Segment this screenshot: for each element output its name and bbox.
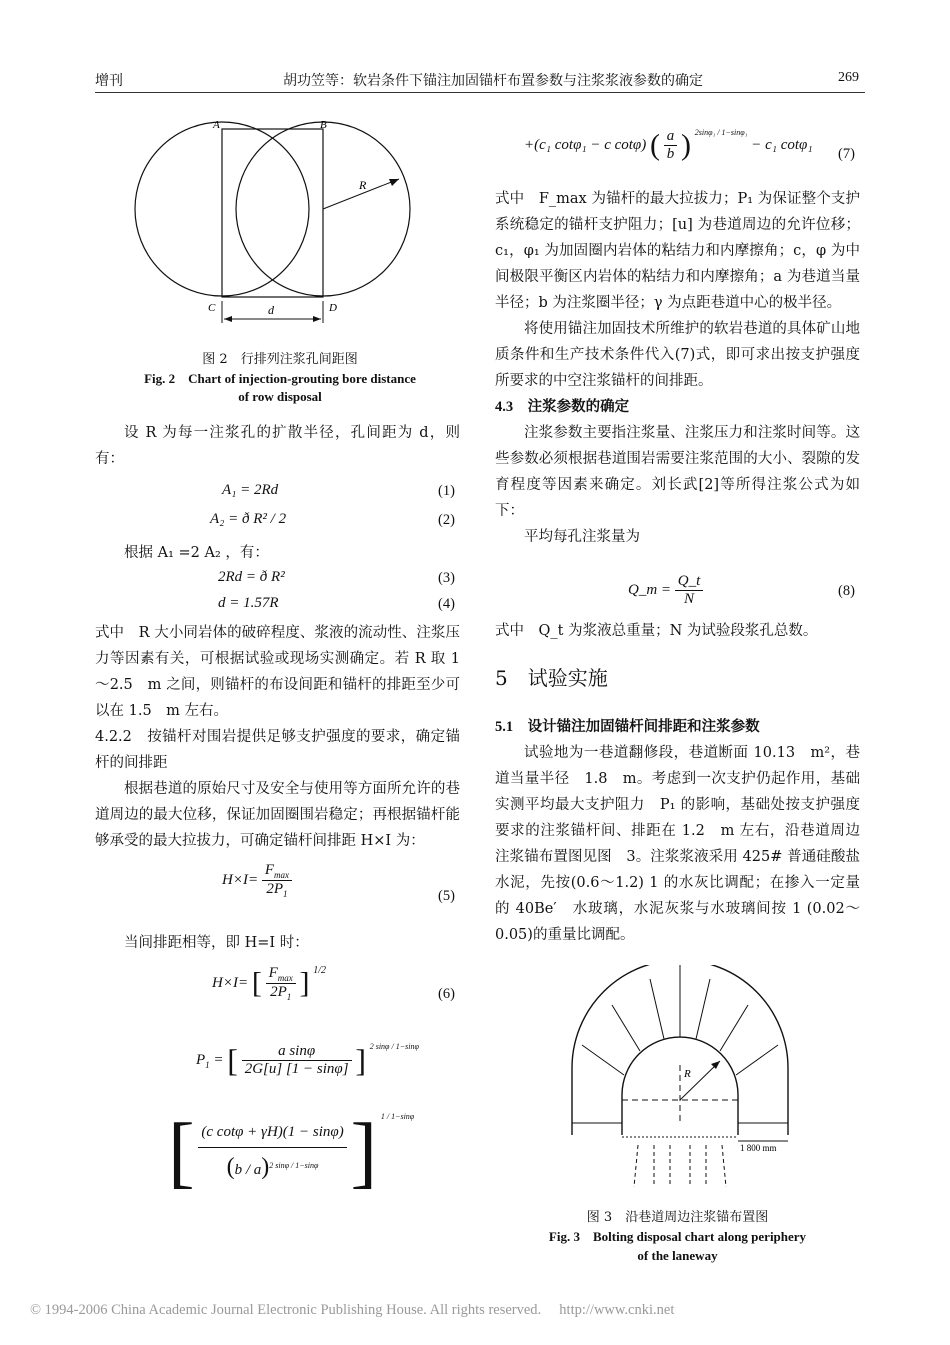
figure-3-caption-cn: 图 3 沿巷道周边注浆锚布置图 (586, 1210, 769, 1225)
equation-7-part-c: +(c₁ cotφ₁ − c cotφ) ( $\frac{a}{b}$ ) $^{2sin\varphi_1 / 1-sin\varphi_1}$ − c₁ cotφ₁ (524, 128, 813, 162)
paragraph-eq7-symbols: 式中 F_max 为锚杆的最大拉拔力；P₁ 为保证整个支护系统稳定的锚杆支护阻力；[u] 为巷道周边的允许位移；c₁，φ₁ 为加固圈内岩体的粘结力和内摩擦角；c，φ 为中间极限平衡区内岩体的粘结力和内摩擦角；a 为巷道当量半径；b 为注浆圈半径；γ 为点距巷道中心的极半径。 (495, 191, 860, 311)
equation-4-number: (4) (438, 596, 455, 612)
figure-3-caption-en-2: of the laneway (637, 1248, 718, 1263)
figure-3-caption-en-1: Fig. 3 Bolting disposal chart along periphery (548, 1229, 807, 1244)
equation-3-number: (3) (438, 570, 455, 586)
paragraph-equal-spacing: 当间排距相等，即 H=I 时： (124, 935, 309, 951)
equation-7-number: (7) (838, 146, 855, 162)
radius-label: R (684, 1068, 691, 1080)
paragraph-according: 根据 A₁ =2 A₂ ，有： (124, 545, 269, 561)
equation-7-part-a: $P_1$ = [ $\frac{\text{a sinφ}}{2G[u] [1 - \sin\varphi]}$ ] $^{2 sin\varphi / 1-sin\varphi}$ (196, 1042, 419, 1078)
radius-arrowhead (389, 179, 399, 186)
subsection-4-3: 4.3 注浆参数的确定 (495, 399, 630, 415)
paragraph-avg-grout: 平均每孔注浆量为 (524, 529, 640, 545)
dim-arrow-left (224, 316, 232, 322)
equation-5-number: (5) (438, 888, 455, 904)
subsection-4-2-2: 4.2.2 按锚杆对围岩提供足够支护强度的要求，确定锚杆的间排距 (95, 729, 460, 771)
bore-rectangle (222, 129, 323, 297)
running-head-left: 增刊 (95, 73, 123, 89)
equation-4: d = 1.57R (218, 595, 279, 611)
figure-3-diagram (560, 965, 800, 1200)
equation-8-number: (8) (838, 583, 855, 599)
point-c-label: C (208, 302, 216, 314)
paragraph-eq8-symbols: 式中 Q_t 为浆液总重量；N 为试验段浆孔总数。 (495, 623, 818, 639)
section-5-heading: 5 试验实施 (495, 666, 608, 690)
equation-3: 2Rd = ð R² (218, 569, 285, 585)
floor-bolts (634, 1145, 726, 1187)
equation-6-number: (6) (438, 986, 455, 1002)
paragraph-grout-params: 注浆参数主要指注浆量、注浆压力和注浆时间等。这些参数必须根据巷道围岩需要注浆范围的大小、裂隙的发育程度等因素来确定。刘长武[2]等所得注浆公式为如下： (495, 425, 860, 519)
running-head-title: 胡功笠等：软岩条件下锚注加固锚杆布置参数与注浆浆液参数的确定 (283, 73, 703, 89)
point-d-label: D (329, 302, 337, 314)
dimension-1800-label: 1 800 mm (740, 1143, 777, 1153)
point-b-label: B (320, 119, 327, 131)
equation-2-number: (2) (438, 512, 455, 528)
equation-1: A₁ = 2Rd (222, 482, 279, 498)
figure-2-caption-en-2: of row disposal (238, 389, 322, 404)
subsection-5-1: 5.1 设计锚注加固锚杆间排距和注浆参数 (495, 719, 760, 735)
figure-2-caption-en-1: Fig. 2 Chart of injection-grouting bore distance (144, 371, 416, 386)
equation-7-part-b: [ $\frac{\text{(c cotφ + γH)(1 − sinφ)}}{(b / a)^{2 sin\varphi / 1-sin\varphi}}$ ] $^{1 / 1-sin\varphi}$ (168, 1108, 415, 1196)
radius-label: R (359, 178, 367, 192)
page-number: 269 (838, 70, 859, 85)
paragraph-radius-def: 设 R 为每一注浆孔的扩散半径，孔间距为 d，则有： (95, 425, 460, 467)
point-a-label: A (213, 119, 220, 131)
copyright-footer: © 1994-2006 China Academic Journal Electronic Publishing House. All rights reserved. http://www.cnki.net (30, 1302, 675, 1318)
paragraph-test-site: 试验地为一巷道翻修段，巷道断面 10.13 m²，巷道当量半径 1.8 m。考虑到一次支护仍起作用，基础实测平均最大支护阻力 P₁ 的影响，基础处按支护强度要求的注浆锚杆间、排距在 1.2 m 左右，沿巷道周边注浆锚布置图见图 3。注浆浆液采用 425# 普通硅酸盐水泥，先按(0.6～1.2) 1 的水灰比调配；在掺入一定量的 40Be′ 水玻璃，水泥灰浆与水玻璃间按 1 (0.02～0.05)的重量比调配。 (495, 745, 860, 943)
equation-6: H×I= [ $\frac{F_{max}}{2P_1}$ ] $^{1/2}$ (212, 965, 327, 1002)
equation-1-number: (1) (438, 483, 455, 499)
equation-8: Q_m = $\frac{Q\_t}{N}$ (628, 573, 703, 608)
paragraph-substitution: 将使用锚注加固技术所维护的软岩巷道的具体矿山地质条件和生产技术条件代入(7)式，即可求出按支护强度所要求的中空注浆锚杆的间排距。 (495, 321, 860, 389)
equation-2: A₂ = ð R² / 2 (210, 511, 287, 527)
distance-label: d (268, 303, 274, 317)
dim-arrow-right (313, 316, 321, 322)
header-rule (95, 92, 865, 93)
paragraph-r-description: 式中 R 大小同岩体的破碎程度、浆液的流动性、注浆压力等因素有关，可根据试验或现场实测确定。若 R 取 1～2.5 m 之间，则锚杆的布设间距和锚杆的排距至少可以在 1.5 m 左右。 (95, 625, 460, 719)
paragraph-spacing-basis: 根据巷道的原始尺寸及安全与使用等方面所允许的巷道周边的最大位移，保证加固圈围岩稳定；再根据锚杆能够承受的最大拉拔力，可确定锚杆间排距 H×I 为： (95, 781, 460, 849)
figure-2-caption-cn: 图 2 行排列注浆孔间距图 (202, 352, 358, 367)
equation-5: H×I= $\frac{F_{max}}{2P_1}$ (222, 862, 292, 899)
figure-2-diagram (125, 115, 425, 330)
